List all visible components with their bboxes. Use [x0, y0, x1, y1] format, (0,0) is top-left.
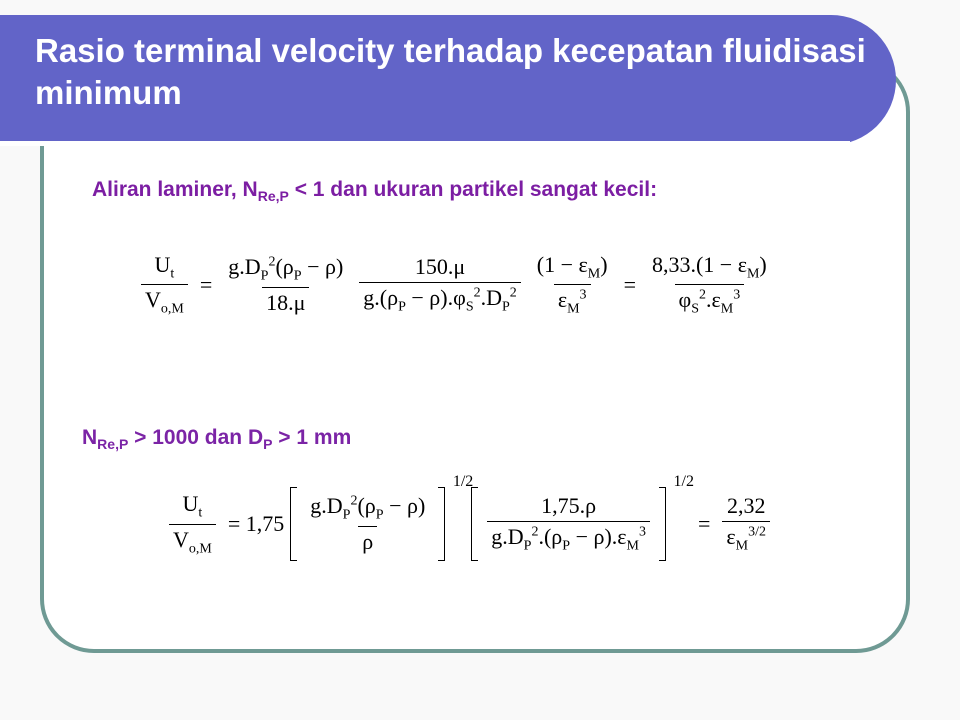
laminar-flow-heading: Aliran laminer, $N_{Re,P} < 1$ dan ukuran partikel sangat kecil:	[92, 178, 658, 204]
equals-sign-3: =	[697, 511, 711, 536]
equals-coefficient: = 1,75	[227, 511, 285, 536]
bracket-2-fraction: $\frac{1,75.\rho}{g.D_P^2.(\rho_P - \rho).\varepsilon_M^3}$	[487, 493, 650, 554]
velocity-ratio-fraction: $\frac{U_t}{V_{o,M}}$	[141, 252, 188, 318]
velocity-ratio-fraction-2: $\frac{U_t}{V_{o,M}}$	[169, 491, 216, 557]
content-frame	[40, 58, 910, 653]
result-fraction-2: $\frac{2,32}{\varepsilon_M^{3/2}}$	[722, 493, 770, 554]
equals-sign: =	[199, 271, 213, 297]
left-bracket-2	[471, 487, 478, 561]
slide-title: Rasio terminal velocity terhadap kecepatan fluidisasi minimum	[35, 32, 866, 111]
bracket-term-2	[471, 473, 694, 561]
equals-sign-2: =	[623, 271, 636, 297]
result-fraction: $\frac{8,33.(1 - \varepsilon_M)}{\varphi_S^2.\varepsilon_M^3}$	[651, 252, 767, 317]
title-underline	[0, 141, 850, 146]
gravity-term-fraction: $\frac{g.D_P^2(\rho_P - \rho)}{18.\mu}$	[228, 254, 344, 315]
right-bracket-2	[659, 487, 666, 561]
bracket-1-exponent: 1/2	[452, 473, 474, 490]
left-bracket	[290, 487, 297, 561]
bracket-1-fraction: $\frac{g.D_P^2(\rho_P - \rho)}{\rho}$	[310, 493, 426, 554]
bracket-2-exponent: 1/2	[673, 473, 694, 490]
laminar-equation	[135, 252, 777, 318]
voidage-term-fraction: $\frac{(1 - \varepsilon_M)}{\varepsilon_M^3}$	[536, 252, 608, 317]
turbulent-flow-heading: $N_{Re,P} > 1000$ dan $D_P > 1$ mm	[82, 426, 352, 452]
right-bracket	[438, 487, 445, 561]
turbulent-equation	[163, 473, 776, 561]
viscosity-term-fraction: $\frac{150.\mu}{g.(\rho_P - \rho).\varphi_S^2.D_P^2}$	[359, 254, 521, 315]
bracket-term-1	[290, 473, 474, 561]
